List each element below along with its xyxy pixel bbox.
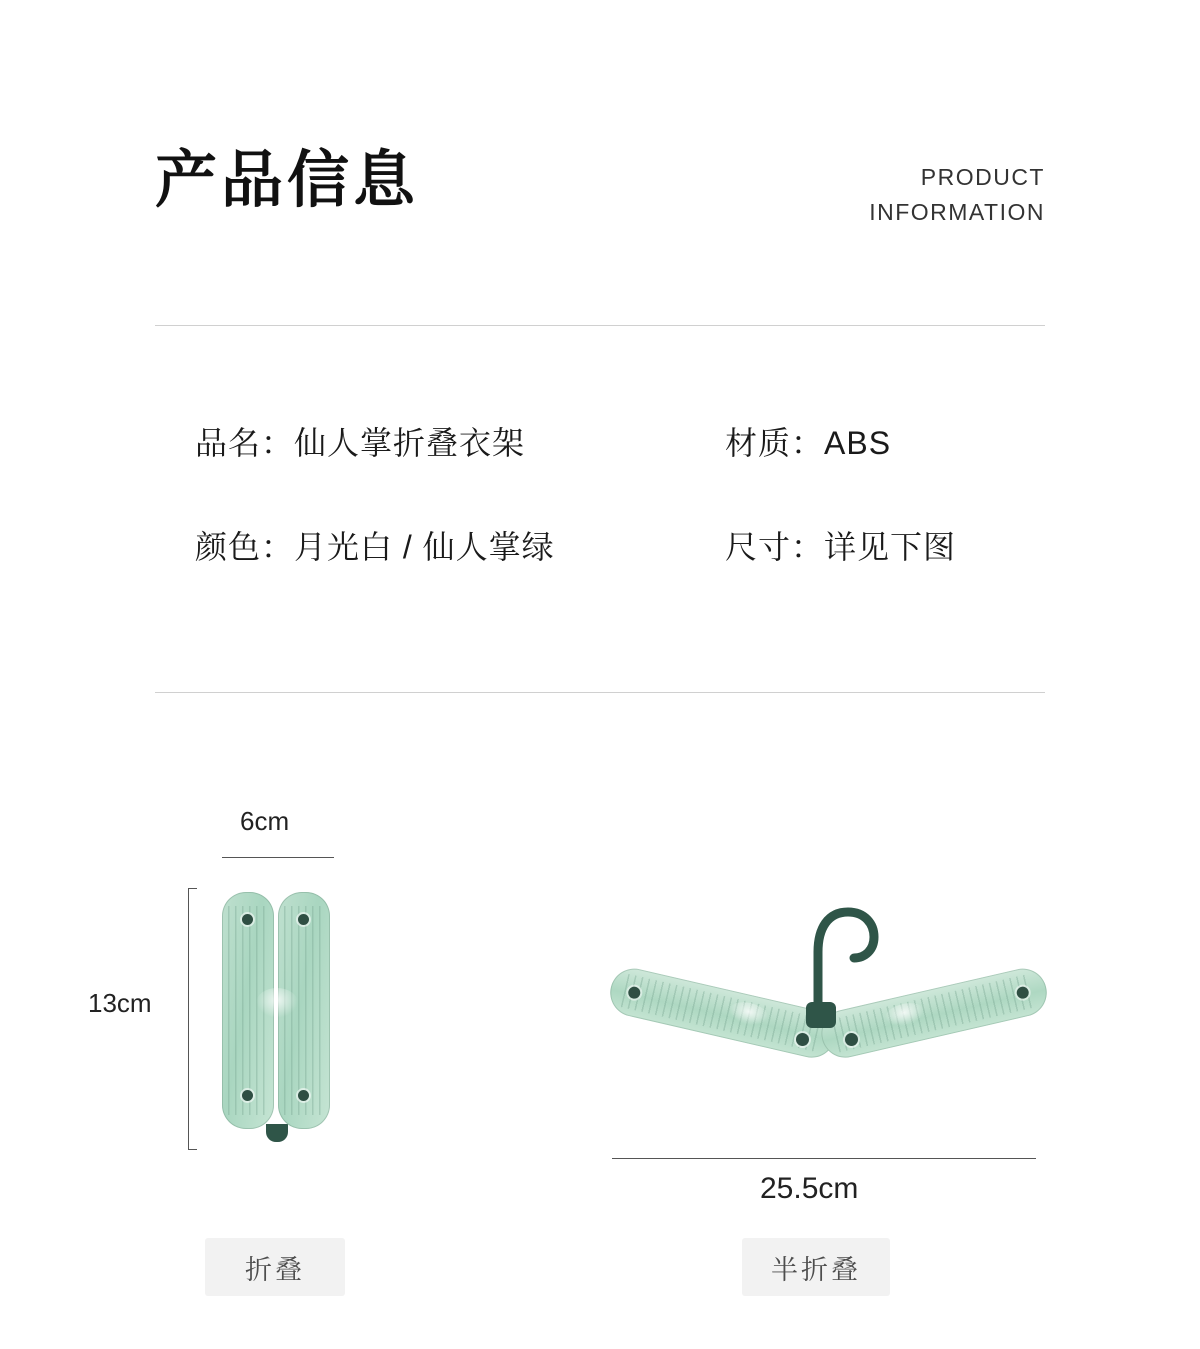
page-title: 产品信息 (155, 146, 420, 215)
divider-top (155, 325, 1045, 326)
spec-list (195, 418, 1055, 626)
rivet-icon (242, 914, 253, 925)
product-diagram (0, 760, 1200, 1320)
highlight-dimple (256, 988, 298, 1018)
page-title-english-line2: INFORMATION (869, 198, 1045, 225)
caption-half-folded: 半折叠 (742, 1238, 890, 1296)
folded-hanger-image (222, 892, 334, 1147)
width-dimension-label: 6cm (240, 806, 290, 836)
width-dimension-line (222, 857, 334, 858)
height-dimension-line (188, 888, 197, 1150)
center-joint (806, 1002, 836, 1028)
page-header (155, 140, 1045, 229)
spec-size: 尺寸：详见下图 (725, 529, 957, 565)
rivet-icon (298, 1090, 309, 1101)
spec-color: 颜色：月光白 / 仙人掌绿 (195, 529, 555, 565)
spec-material: 材质：ABS (725, 425, 892, 461)
page-title-english-line1: PRODUCT (920, 164, 1045, 190)
half-folded-hanger-image (600, 890, 1060, 1150)
height-dimension-label: 13cm (88, 988, 152, 1018)
rivet-icon (796, 1033, 809, 1046)
rivet-icon (298, 914, 309, 925)
spec-product-name: 品名：仙人掌折叠衣架 (195, 425, 526, 461)
page-title-english (869, 140, 1045, 229)
spec-row (195, 418, 1055, 464)
rivet-icon (242, 1090, 253, 1101)
caption-folded: 折叠 (205, 1238, 345, 1296)
spec-row (195, 522, 1055, 568)
span-dimension-label: 25.5cm (760, 1172, 859, 1205)
hanger-hook-stub-icon (266, 1124, 288, 1142)
divider-bottom (155, 692, 1045, 693)
rivet-icon (845, 1033, 858, 1046)
span-dimension-line (612, 1158, 1036, 1159)
